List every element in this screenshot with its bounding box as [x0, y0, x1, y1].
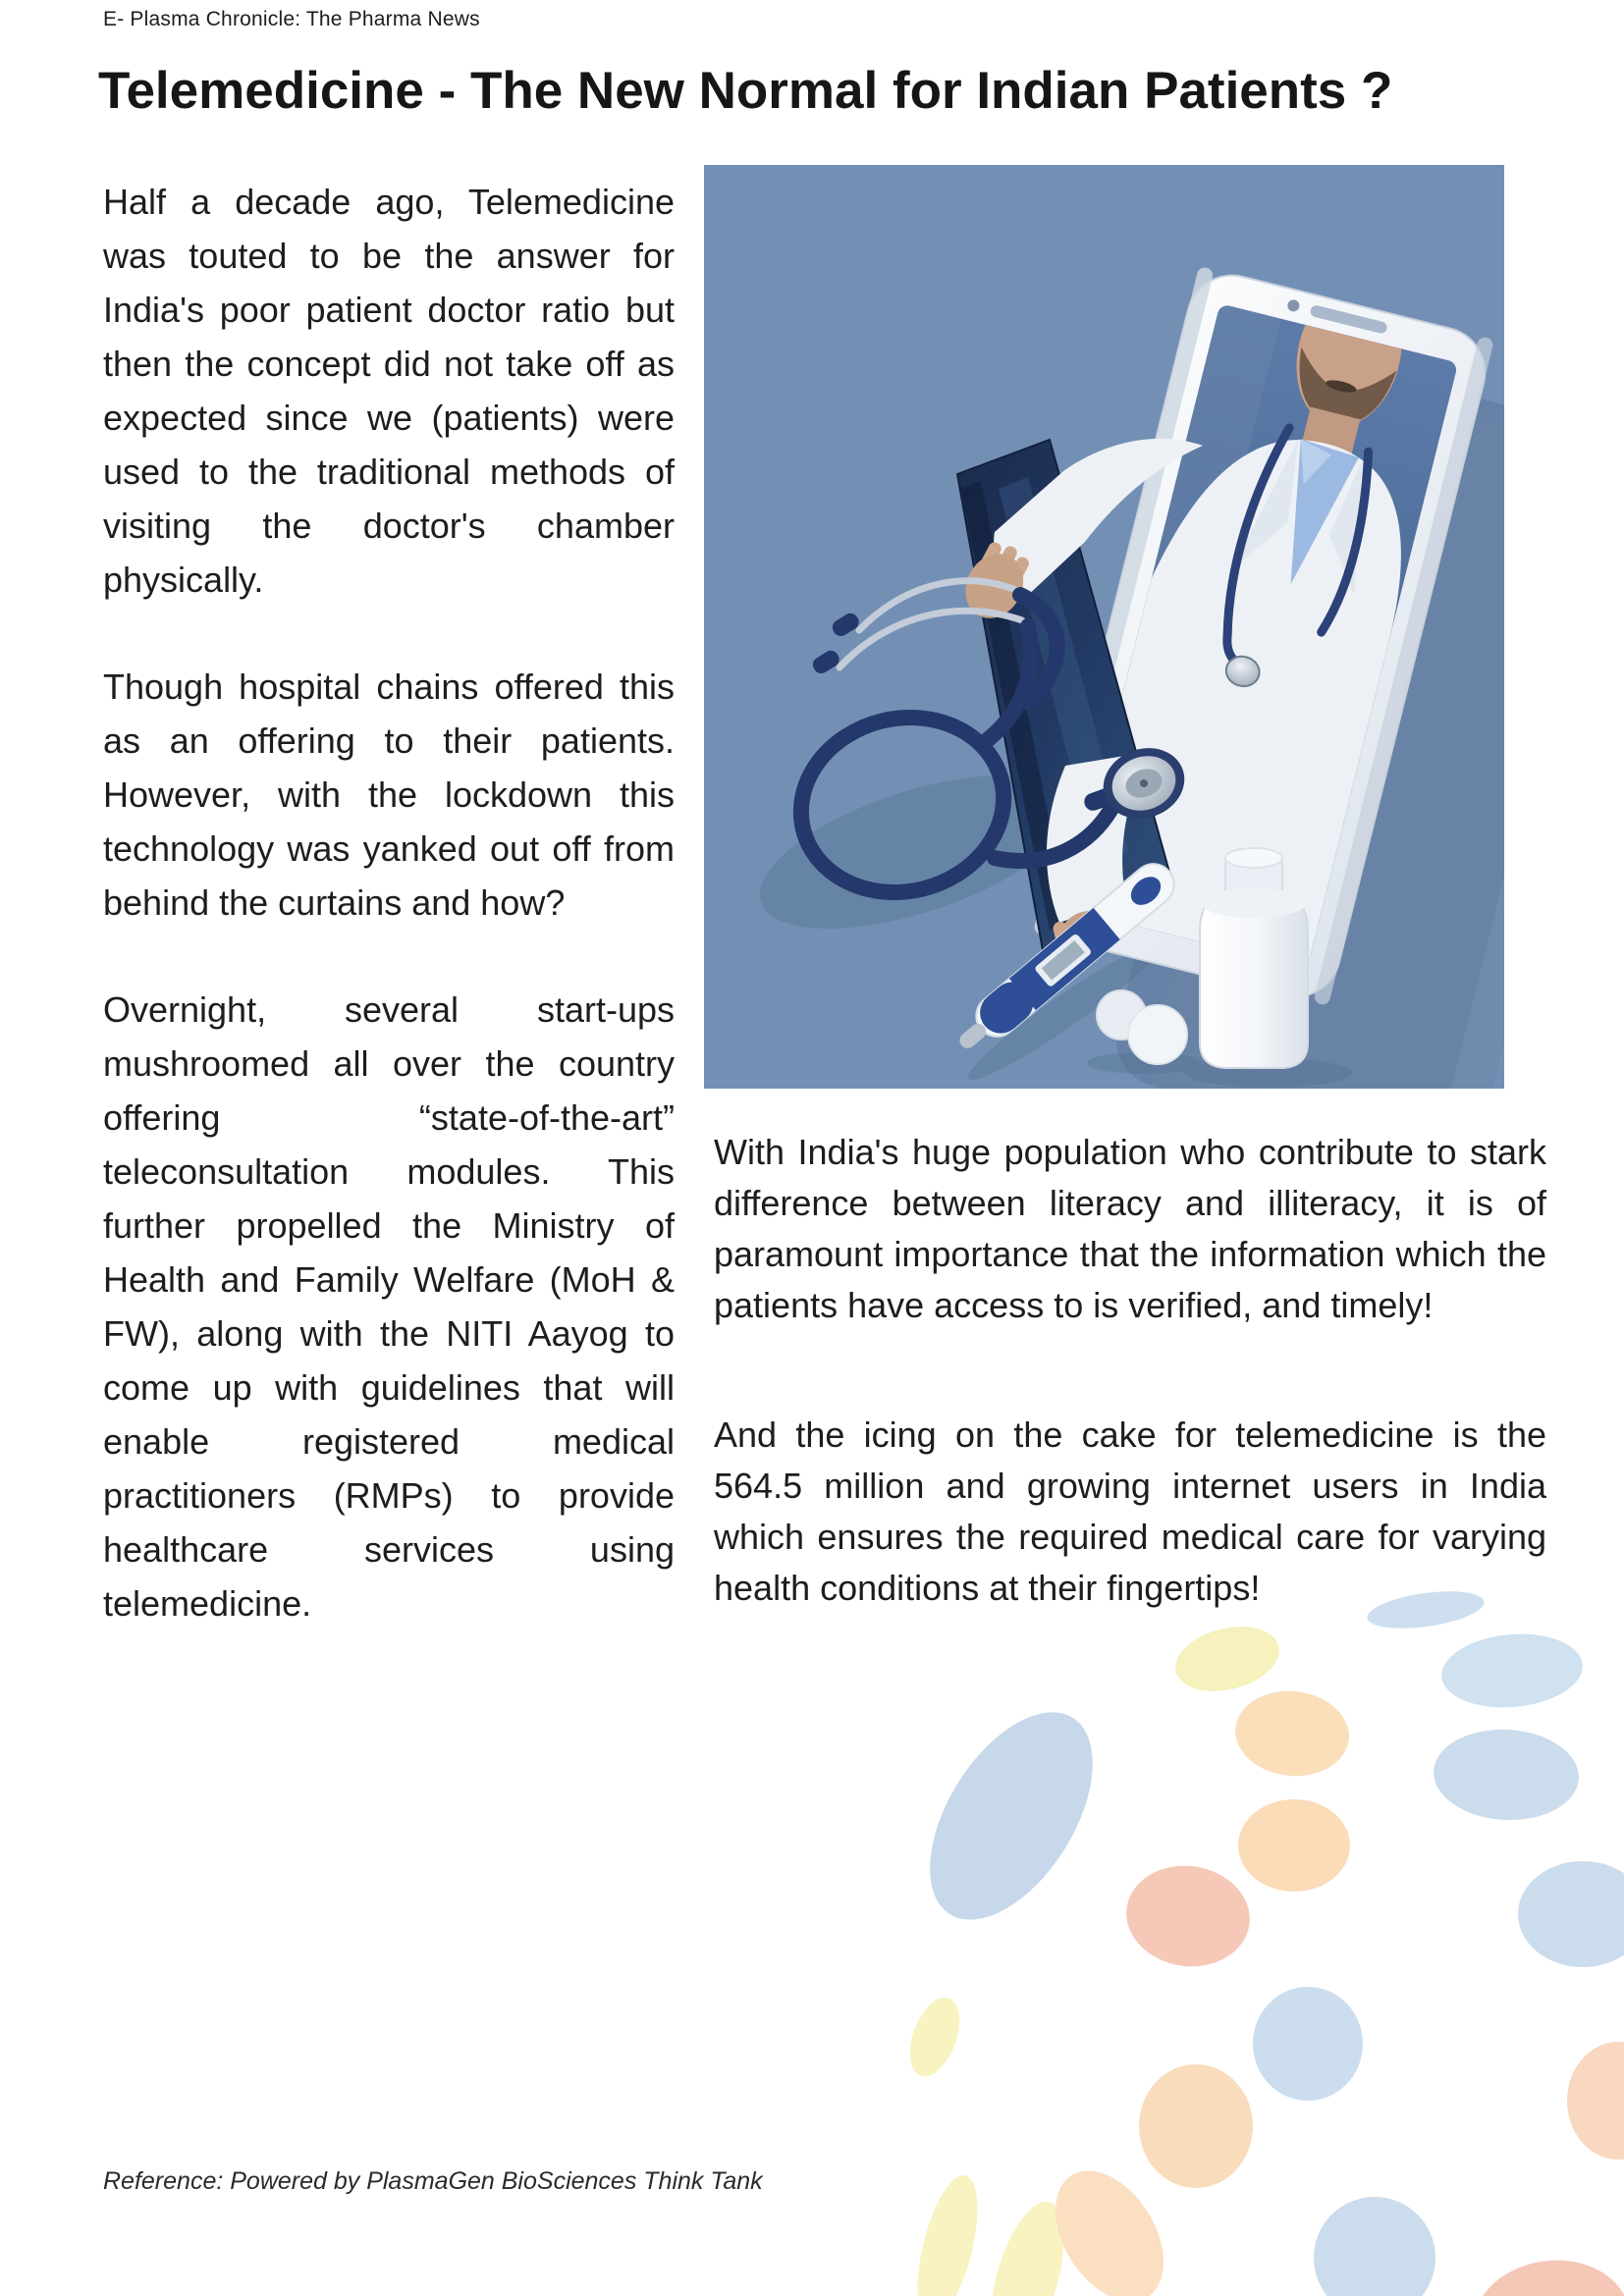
newsletter-name: E- Plasma Chronicle: The Pharma News [103, 8, 480, 30]
article-photo [704, 165, 1504, 1089]
page-title: Telemedicine - The New Normal for Indian Patients ? [98, 62, 1393, 120]
decor-ellipse [900, 1991, 969, 2083]
paragraph: With India's huge population who contribute to stark difference between literacy and illiteracy, it is of paramount importance that the information which the patients have access to is verified, and timely! [714, 1132, 1546, 1325]
paragraph: And the icing on the cake for telemedicine is the 564.5 million and growing internet users in India which ensures the required medical care for varying health conditions at their fingertips! [714, 1415, 1546, 1608]
decor-ellipse [1139, 2064, 1253, 2188]
telemedicine-illustration [704, 165, 1504, 1089]
reference-note: Reference: Powered by PlasmaGen BioSciences Think Tank [103, 2167, 763, 2195]
decor-ellipse [976, 2194, 1079, 2296]
decor-ellipse [1238, 1799, 1350, 1892]
decor-ellipse [905, 2169, 989, 2296]
paragraph: Half a decade ago, Telemedicine was touted to be the answer for India's poor patient doctor ratio but then the concept did not take off as expected since we (patients) were used to the traditional methods of visiting the doctor's chamber physically. [103, 182, 675, 600]
decor-ellipse [1567, 2042, 1624, 2160]
decor-ellipse [1432, 1726, 1582, 1824]
decor-ellipse [1253, 1987, 1363, 2101]
paragraph: Overnight, several start-ups mushroomed all over the country offering “state-of-the-art” teleconsultation modules. This further propelled the Ministry of Health and Family Welfare (MoH & FW), along with the NITI Aayog to come up with guidelines that will enable registered medical practitioners (RMPs) to provide healthcare services using telemedicine. [103, 989, 675, 1624]
decor-ellipse [1518, 1861, 1624, 1967]
paragraph: Though hospital chains offered this as an offering to their patients. However, with the lockdown this technology was yanked out off from behind the curtains and how? [103, 667, 675, 923]
article-left-column [103, 175, 675, 1683]
decor-ellipse [896, 1684, 1126, 1948]
decor-ellipse [1120, 1858, 1257, 1975]
article-right-column [714, 1127, 1546, 1692]
decor-ellipse [1314, 2197, 1435, 2296]
decor-ellipse [1465, 2250, 1624, 2296]
decor-ellipse [1033, 2152, 1185, 2296]
decor-ellipse [1231, 1685, 1353, 1782]
